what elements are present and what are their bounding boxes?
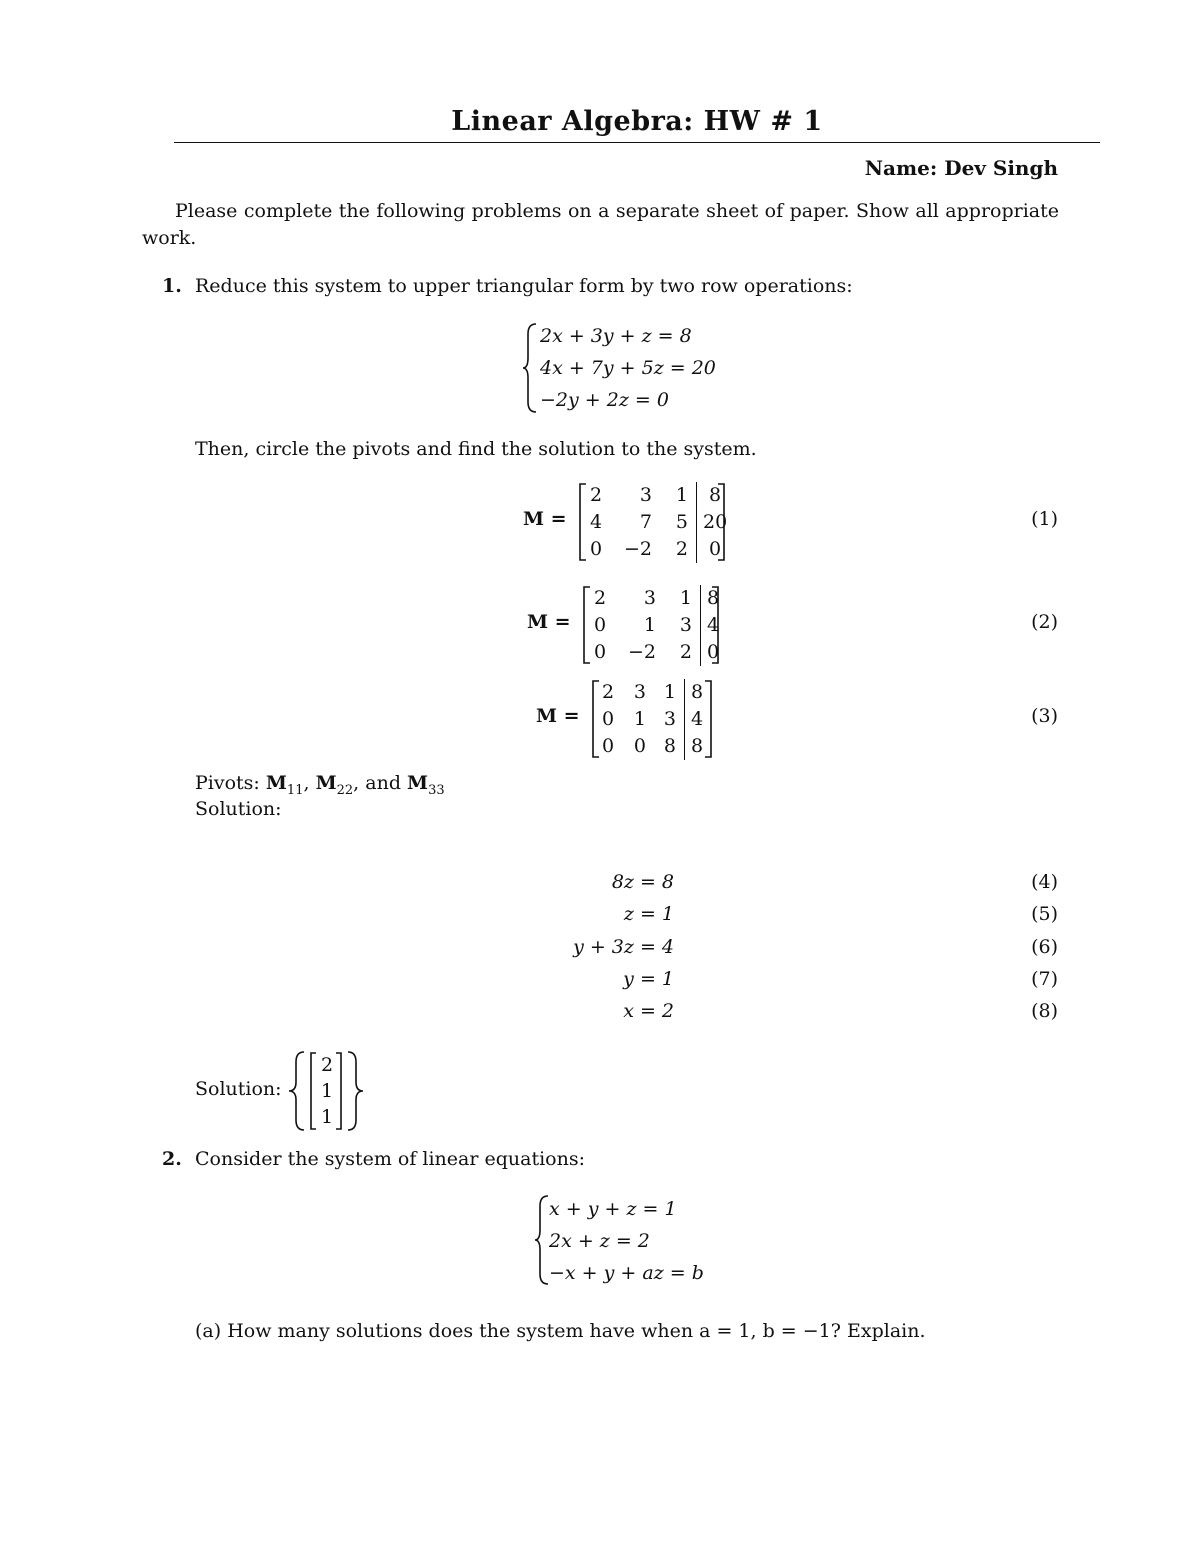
equation-number-4: (4)	[1031, 871, 1058, 893]
matrix-cell: 5	[675, 511, 688, 533]
matrix-cell: 8	[685, 733, 712, 760]
student-name: Name: Dev Singh	[864, 156, 1058, 180]
equation-number-5: (5)	[1031, 903, 1058, 925]
equation-number-7: (7)	[1031, 968, 1058, 990]
problem-1-prompt: Reduce this system to upper triangular form by two row operations:	[195, 275, 853, 297]
matrix-cell: 0	[602, 708, 615, 730]
matrix-cell: 0	[697, 536, 736, 563]
pivots-and: and	[365, 772, 401, 794]
pivots-line: Pivots: $M_{11}$, $M_{22}$, and $M_{33}$	[195, 772, 445, 798]
system-2-eq-2: 2x + z = 2	[549, 1230, 650, 1252]
matrix-3	[594, 679, 711, 760]
system-2-eq-1: x + y + z = 1	[549, 1198, 677, 1220]
vector-entry-y: 1	[320, 1080, 334, 1102]
matrix-cell: 7	[639, 511, 652, 533]
matrix-1-row-1	[582, 482, 735, 509]
step-4: y = 1	[623, 968, 674, 990]
vector-entry-z: 1	[320, 1106, 334, 1128]
matrix-cell: 2	[679, 641, 692, 663]
matrix-2	[586, 585, 727, 666]
pivots-label: Pivots:	[195, 772, 260, 794]
matrix-2-row-1	[586, 585, 727, 612]
instructions: Please complete the following problems on a separate sheet of paper. Show all appropriate work.	[142, 200, 1059, 249]
system-2-brace	[534, 1194, 550, 1286]
matrix-cell: 1	[675, 484, 688, 506]
matrix-cell: 4	[701, 612, 728, 639]
matrix-cell: 2	[675, 538, 688, 560]
system-2	[549, 1193, 704, 1289]
matrix-cell: 20	[697, 509, 736, 536]
matrix-cell: 0	[602, 735, 615, 757]
matrix-cell: 1	[633, 708, 646, 730]
matrix-3-row-2	[594, 706, 711, 733]
step-3: y + 3z = 4	[573, 936, 674, 958]
matrix-cell: 0	[701, 639, 728, 666]
problem-1-number: 1.	[162, 275, 182, 297]
matrix-1	[582, 482, 735, 563]
step-5: x = 2	[623, 1000, 674, 1022]
title-rule	[174, 142, 1100, 143]
system-1-brace	[522, 322, 538, 414]
solution-vector	[313, 1052, 341, 1130]
matrix-cell: −2	[623, 538, 652, 560]
matrix-cell: 1	[679, 587, 692, 609]
matrix-cell: 0	[633, 735, 646, 757]
problem-1-then: Then, circle the pivots and find the solution to the system.	[195, 438, 757, 460]
solution-vector-label: Solution:	[195, 1078, 282, 1100]
matrix-1-label: M =	[523, 508, 567, 530]
matrix-cell: 0	[590, 538, 603, 560]
problem-2-number: 2.	[162, 1148, 182, 1170]
matrix-cell: 4	[685, 706, 712, 733]
matrix-cell: 3	[679, 614, 692, 636]
matrix-1-row-2	[582, 509, 735, 536]
system-1-eq-1: 2x + 3y + z = 8	[540, 325, 692, 347]
pivot-m22: $M_{22}$	[315, 772, 354, 798]
matrix-cell: 3	[663, 708, 676, 730]
matrix-cell: 0	[594, 614, 607, 636]
matrix-cell: 8	[685, 679, 712, 706]
equation-number-6: (6)	[1031, 936, 1058, 958]
matrix-cell: 2	[594, 587, 607, 609]
matrix-cell: 0	[594, 641, 607, 663]
equation-number-8: (8)	[1031, 1000, 1058, 1022]
equation-number-3: (3)	[1031, 705, 1058, 727]
matrix-cell: 4	[590, 511, 603, 533]
matrix-cell: 3	[643, 587, 656, 609]
pivot-m11: $M_{11}$	[265, 772, 304, 798]
equation-number-1: (1)	[1031, 508, 1058, 530]
matrix-cell: 2	[590, 484, 603, 506]
step-1: 8z = 8	[611, 871, 674, 893]
matrix-cell: 8	[701, 585, 728, 612]
system-1	[540, 320, 716, 416]
equation-number-2: (2)	[1031, 611, 1058, 633]
problem-2-prompt: Consider the system of linear equations:	[195, 1148, 586, 1170]
matrix-cell: 8	[697, 482, 736, 509]
matrix-cell: −2	[627, 641, 656, 663]
matrix-cell: 3	[633, 681, 646, 703]
matrix-cell: 1	[663, 681, 676, 703]
system-1-eq-2: 4x + 7y + 5z = 20	[540, 357, 716, 379]
matrix-cell: 3	[639, 484, 652, 506]
matrix-cell: 1	[643, 614, 656, 636]
matrix-1-row-3	[582, 536, 735, 563]
matrix-cell: 2	[602, 681, 615, 703]
solution-label: Solution:	[195, 798, 282, 820]
matrix-3-row-1	[594, 679, 711, 706]
matrix-2-label: M =	[527, 611, 571, 633]
matrix-cell: 8	[663, 735, 676, 757]
vector-entry-x: 2	[320, 1054, 334, 1076]
matrix-2-row-2	[586, 612, 727, 639]
system-1-eq-3: −2y + 2z = 0	[540, 389, 669, 411]
matrix-2-row-3	[586, 639, 727, 666]
matrix-3-label: M =	[536, 705, 580, 727]
pivot-m33: $M_{33}$	[407, 772, 445, 798]
system-2-eq-3: −x + y + az = b	[549, 1262, 704, 1284]
step-2: z = 1	[623, 903, 674, 925]
problem-2-part-a: (a) How many solutions does the system have when a = 1, b = −1? Explain.	[195, 1320, 926, 1342]
matrix-3-row-3	[594, 733, 711, 760]
page-title: Linear Algebra: HW # 1	[451, 106, 823, 137]
